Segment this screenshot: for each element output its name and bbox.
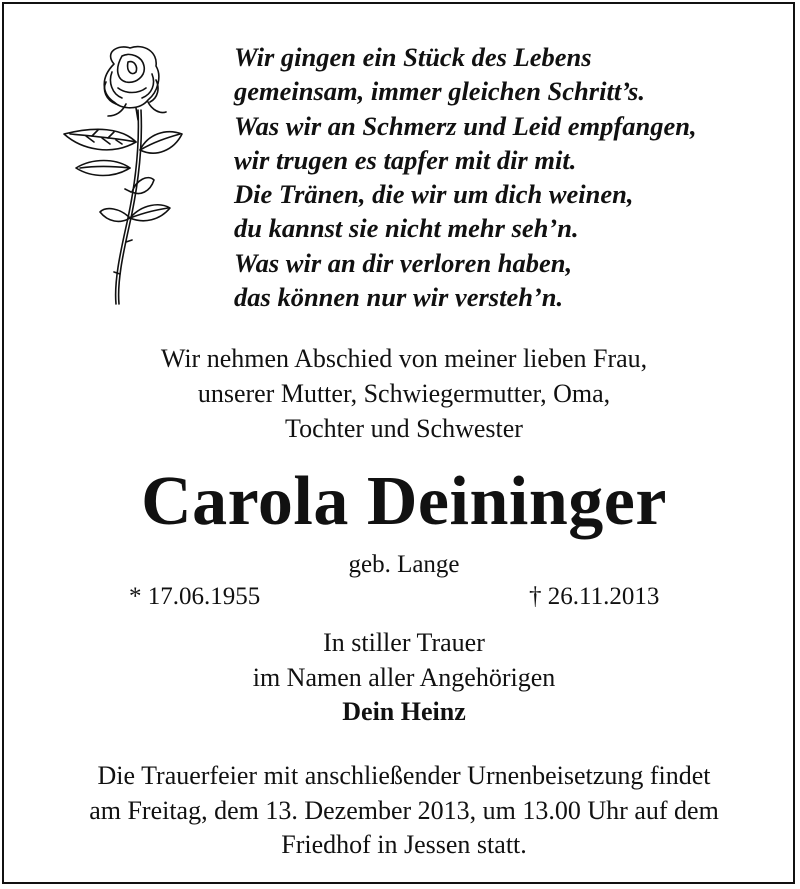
service-line: Friedhof in Jessen statt. [281, 830, 527, 859]
farewell-line: Tochter und Schwester [285, 414, 523, 443]
poem-line: das können nur wir versteh’n. [234, 282, 564, 313]
farewell-line: unserer Mutter, Schwiegermutter, Oma, [197, 379, 611, 408]
service-announcement [4, 759, 800, 863]
mourning-line: In stiller Trauer [323, 628, 485, 657]
poem [234, 40, 794, 314]
poem-line: Die Tränen, die wir um dich weinen, [234, 179, 634, 210]
poem-line: du kannst sie nicht mehr seh’n. [234, 213, 579, 244]
poem-line: Was wir an Schmerz und Leid empfangen, [234, 110, 697, 141]
maiden-name: geb. Lange [348, 551, 460, 578]
birth-date: * 17.06.1955 [129, 583, 261, 610]
obituary-notice [2, 2, 795, 884]
service-line: Die Trauerfeier mit anschließender Urnenbeisetzung findet [97, 761, 711, 790]
mourning-line: im Namen aller Angehörigen [252, 662, 556, 692]
poem-line: wir trugen es tapfer mit dir mit. [234, 144, 577, 175]
poem-line: Wir gingen ein Stück des Lebens [234, 42, 592, 72]
death-date: † 26.11.2013 [529, 583, 660, 610]
service-line: am Freitag, dem 13. Dezember 2013, um 13.00 Uhr auf dem [89, 795, 719, 825]
deceased-name: Carola Deininger [141, 463, 667, 540]
rose-icon [56, 42, 186, 307]
poem-line: Was wir an dir verloren haben, [234, 247, 573, 278]
signature: Dein Heinz [342, 697, 466, 726]
poem-line: gemeinsam, immer gleichen Schritt’s. [234, 76, 645, 107]
farewell-line: Wir nehmen Abschied von meiner lieben Frau, [160, 344, 648, 373]
farewell-text [4, 341, 800, 446]
mourning-text [4, 626, 800, 730]
